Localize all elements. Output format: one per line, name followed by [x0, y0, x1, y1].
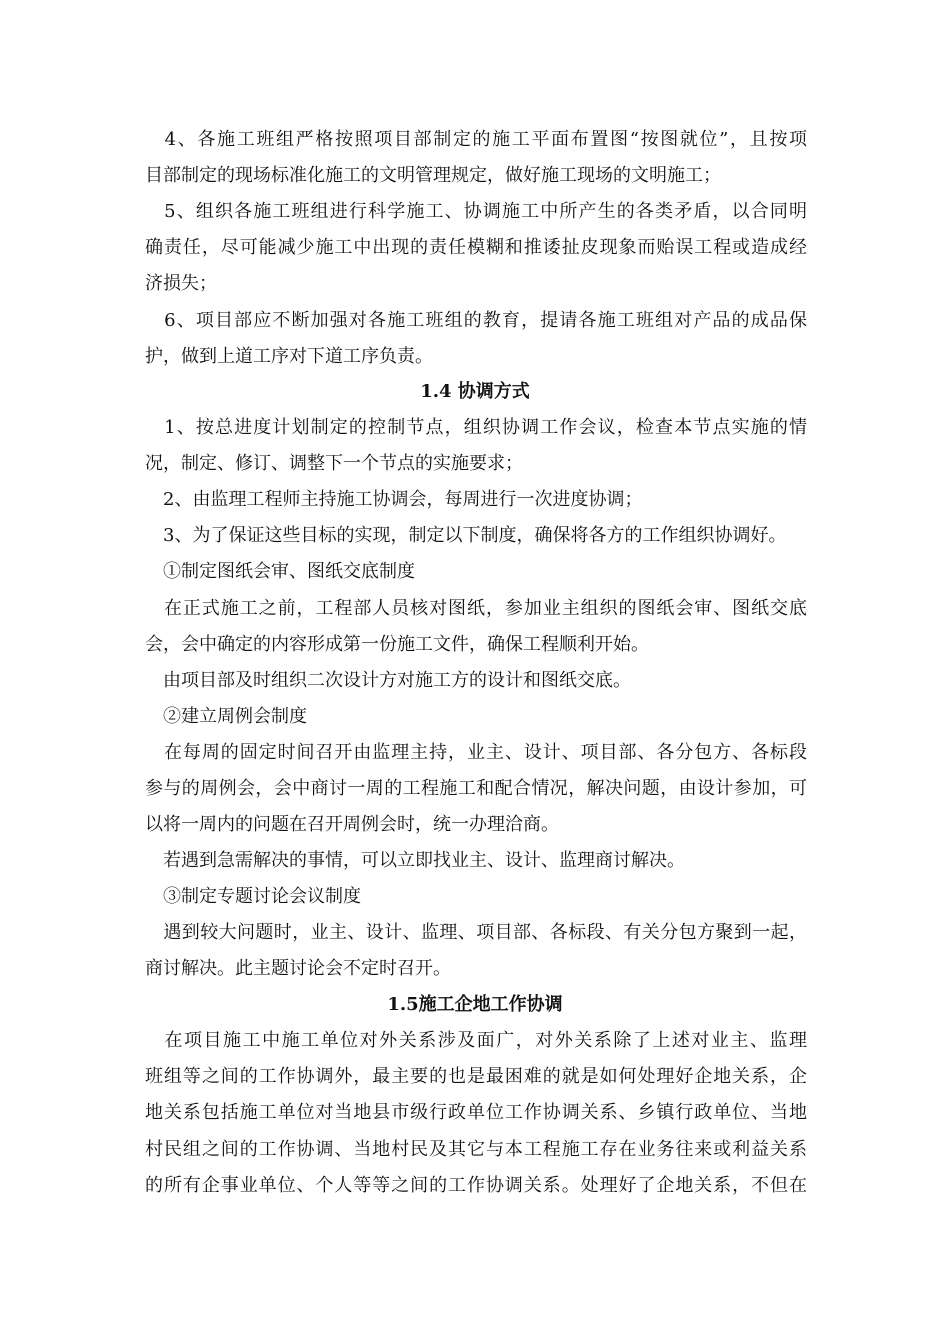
text-line: 济损失；: [145, 273, 217, 295]
text-line: 地关系包括施工单位对当地县市级行政单位工作协调关系、乡镇行政单位、当地: [145, 1102, 807, 1124]
paragraph-local-relations: [145, 1023, 807, 1204]
subheading-weekly-meeting: [145, 699, 807, 735]
text-line: ①制定图纸会审、图纸交底制度: [145, 561, 415, 582]
text-line: 遇到较大问题时，业主、设计、监理、项目部、各标段、有关分包方聚到一起，: [145, 922, 807, 943]
paragraph-topic-meeting: [145, 915, 807, 987]
paragraph-urgent-matters: [145, 843, 807, 879]
text-line: 以将一周内的问题在召开周例会时，统一办理洽商。: [145, 814, 559, 836]
text-line: 若遇到急需解决的事情，可以立即找业主、设计、监理商讨解决。: [145, 850, 685, 871]
text-line: 商讨解决。此主题讨论会不定时召开。: [145, 958, 451, 980]
text-line: 在正式施工之前，工程部人员核对图纸，参加业主组织的图纸会审、图纸交底: [145, 598, 807, 619]
section-heading-1-4: 1.4 协调方式: [420, 381, 530, 402]
paragraph-design-handover: [145, 663, 807, 699]
text-line: 4、各施工班组严格按照项目部制定的施工平面布置图“按图就位”，且按项: [145, 129, 807, 150]
text-line: 在每周的固定时间召开由监理主持，业主、设计、项目部、各分包方、各标段: [145, 742, 807, 763]
text-line: 确责任，尽可能减少施工中出现的责任模糊和推诿扯皮现象而贻误工程或造成经: [145, 237, 807, 259]
text-line: 5、组织各施工班组进行科学施工、协调施工中所产生的各类矛盾，以合同明: [145, 201, 807, 222]
text-line: 况，制定、修订、调整下一个节点的实施要求；: [145, 453, 523, 475]
text-line: 1、按总进度计划制定的控制节点，组织协调工作会议，检查本节点实施的情: [145, 417, 807, 438]
paragraph-item-4: [145, 122, 807, 194]
text-line: 护，做到上道工序对下道工序负责。: [145, 346, 433, 368]
text-line: 的所有企事业单位、个人等等之间的工作协调关系。处理好了企地关系，不但在: [145, 1174, 807, 1196]
subheading-topic-meeting: [145, 879, 807, 915]
paragraph-item-6: [145, 303, 807, 375]
paragraph-drawing-review: [145, 591, 807, 663]
paragraph-coord-1: [145, 410, 807, 482]
text-line: 村民组之间的工作协调、当地村民及其它与本工程施工存在业务往来或利益关系: [145, 1138, 807, 1160]
text-line: 2、由监理工程师主持施工协调会，每周进行一次进度协调；: [145, 489, 643, 510]
subheading-drawing-review: [145, 554, 807, 590]
text-line: 6、项目部应不断加强对各施工班组的教育，提请各施工班组对产品的成品保: [145, 310, 807, 331]
text-line: 参与的周例会，会中商讨一周的工程施工和配合情况，解决问题，由设计参加，可: [145, 778, 807, 800]
text-line: 会，会中确定的内容形成第一份施工文件，确保工程顺利开始。: [145, 634, 649, 656]
text-line: 由项目部及时组织二次设计方对施工方的设计和图纸交底。: [145, 670, 631, 691]
paragraph-coord-3: [145, 518, 807, 554]
text-line: ③制定专题讨论会议制度: [145, 886, 361, 907]
text-line: 在项目施工中施工单位对外关系涉及面广，对外关系除了上述对业主、监理: [145, 1030, 807, 1051]
paragraph-item-5: [145, 194, 807, 303]
text-line: 班组等之间的工作协调外，最主要的也是最困难的就是如何处理好企地关系，企: [145, 1066, 807, 1088]
text-line: 目部制定的现场标准化施工的文明管理规定，做好施工现场的文明施工；: [145, 165, 721, 187]
paragraph-coord-2: [145, 482, 807, 518]
section-heading-1-5: 1.5施工企地工作协调: [387, 994, 563, 1015]
text-line: ②建立周例会制度: [145, 706, 307, 727]
paragraph-weekly-meeting: [145, 735, 807, 844]
text-line: 3、为了保证这些目标的实现，制定以下制度，确保将各方的工作组织协调好。: [145, 525, 787, 546]
